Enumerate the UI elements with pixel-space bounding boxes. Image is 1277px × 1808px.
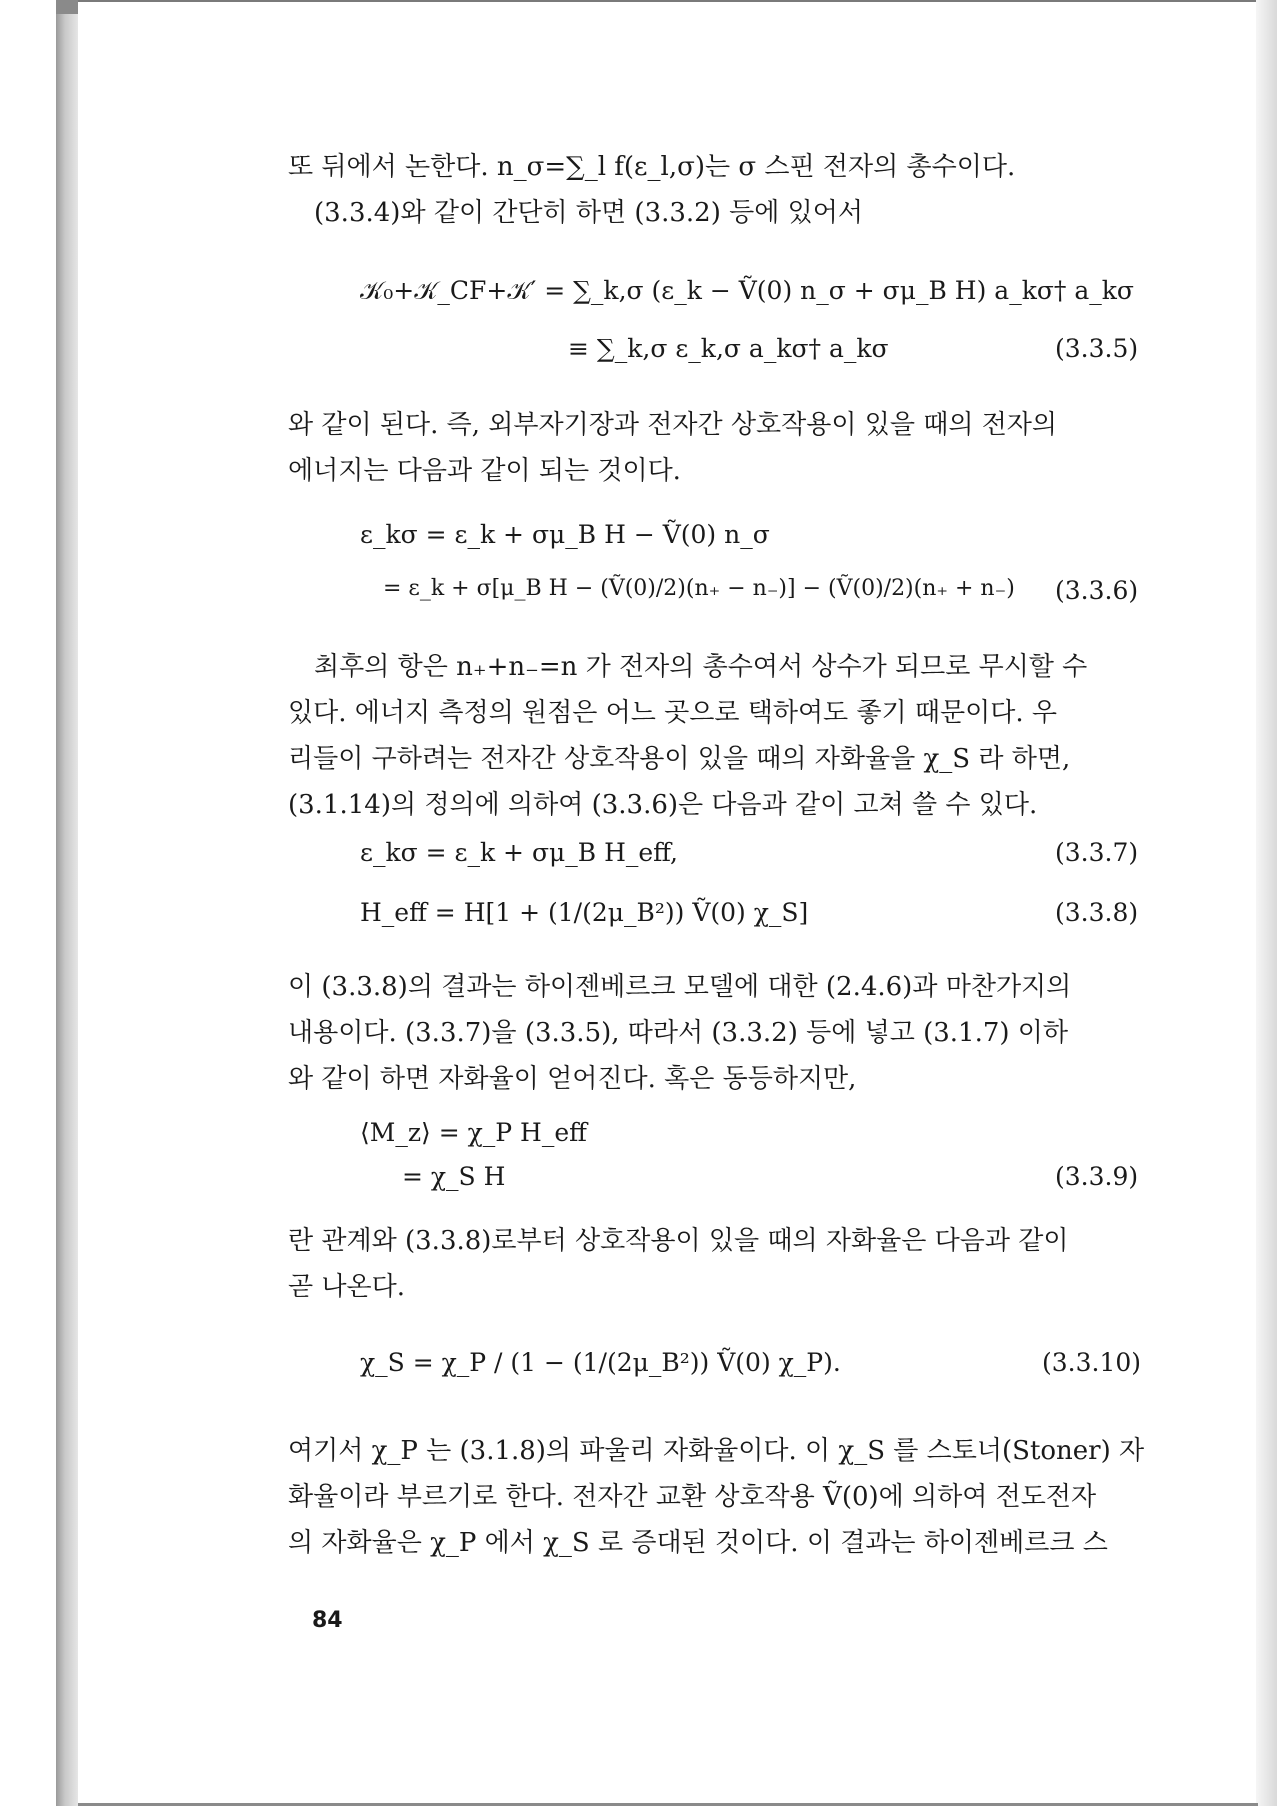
equation-3-3-9-line1: ⟨M_z⟩ = χ_P H_eff	[360, 1118, 587, 1147]
page-number: 84	[312, 1608, 343, 1633]
equation-number: (3.3.5)	[1055, 334, 1139, 363]
text-line: 의 자화율은 χ_P 에서 χ_S 로 증대된 것이다. 이 결과는 하이젠베르크 스	[288, 1528, 1108, 1558]
text-line: 화율이라 부르기로 한다. 전자간 교환 상호작용 Ṽ(0)에 의하여 전도전자	[288, 1482, 1097, 1512]
equation-3-3-6-line2: = ε_k + σ[μ_B H − (Ṽ(0)/2)(n₊ − n₋)] − (Ṽ(0)/2)(n₊ + n₋)	[383, 576, 1015, 601]
equation-number: (3.3.8)	[1055, 898, 1139, 927]
equation-number: (3.3.9)	[1055, 1162, 1139, 1191]
equation-3-3-6-line1: ε_kσ = ε_k + σμ_B H − Ṽ(0) n_σ	[360, 520, 770, 549]
book-spine-top	[56, 0, 78, 14]
equation-3-3-9-line2: = χ_S H	[402, 1162, 506, 1191]
text-line: (3.1.14)의 정의에 의하여 (3.3.6)은 다음과 같이 고쳐 쓸 수 있다.	[288, 790, 1038, 820]
paragraph-6	[288, 1428, 1168, 1566]
text-line: 내용이다. (3.3.7)을 (3.3.5), 따라서 (3.3.2) 등에 넣고 (3.1.7) 이하	[288, 1018, 1069, 1048]
equation-3-3-5-line1: 𝒦₀+𝒦_CF+𝒦′ = ∑_k,σ (ε_k − Ṽ(0) n_σ + σμ_B H) a_kσ† a_kσ	[360, 276, 1134, 305]
paragraph-3	[288, 644, 1168, 828]
equation-3-3-7: ε_kσ = ε_k + σμ_B H_eff,	[360, 838, 678, 867]
text-line: 에너지는 다음과 같이 되는 것이다.	[288, 456, 681, 486]
text-line: 란 관계와 (3.3.8)로부터 상호작용이 있을 때의 자화율은 다음과 같이	[288, 1226, 1069, 1256]
equation-3-3-5-line2: ≡ ∑_k,σ ε_k,σ a_kσ† a_kσ	[568, 334, 889, 363]
equation-number: (3.3.6)	[1055, 576, 1139, 605]
text-line: 곧 나온다.	[288, 1272, 405, 1302]
text-line: 있다. 에너지 측정의 원점은 어느 곳으로 택하여도 좋기 때문이다. 우	[288, 698, 1058, 728]
page-right-edge	[1256, 0, 1277, 1806]
paragraph-1	[288, 144, 1168, 236]
paragraph-5	[288, 1218, 1168, 1310]
equation-3-3-10: χ_S = χ_P / (1 − (1/(2μ_B²)) Ṽ(0) χ_P).	[360, 1348, 841, 1377]
equation-number: (3.3.10)	[1042, 1348, 1142, 1377]
text-line: 또 뒤에서 논한다. n_σ=∑_l f(ε_l,σ)는 σ 스핀 전자의 총수이다.	[288, 152, 1016, 182]
text-line: 와 같이 하면 자화율이 얻어진다. 혹은 동등하지만,	[288, 1064, 857, 1094]
text-line: 이 (3.3.8)의 결과는 하이젠베르크 모델에 대한 (2.4.6)과 마찬가지의	[288, 972, 1072, 1002]
equation-number: (3.3.7)	[1055, 838, 1139, 867]
text-line: 최후의 항은 n₊+n₋=n 가 전자의 총수여서 상수가 되므로 무시할 수	[314, 652, 1088, 682]
book-spine-shadow	[56, 0, 78, 1806]
text-line: (3.3.4)와 같이 간단히 하면 (3.3.2) 등에 있어서	[314, 198, 863, 228]
text-line: 리들이 구하려는 전자간 상호작용이 있을 때의 자화율을 χ_S 라 하면,	[288, 744, 1071, 774]
paragraph-4	[288, 964, 1168, 1102]
text-line: 와 같이 된다. 즉, 외부자기장과 전자간 상호작용이 있을 때의 전자의	[288, 410, 1058, 440]
equation-3-3-8: H_eff = H[1 + (1/(2μ_B²)) Ṽ(0) χ_S]	[360, 898, 809, 927]
paragraph-2	[288, 402, 1168, 494]
text-line: 여기서 χ_P 는 (3.1.8)의 파울리 자화율이다. 이 χ_S 를 스토너(Stoner) 자	[288, 1436, 1145, 1466]
